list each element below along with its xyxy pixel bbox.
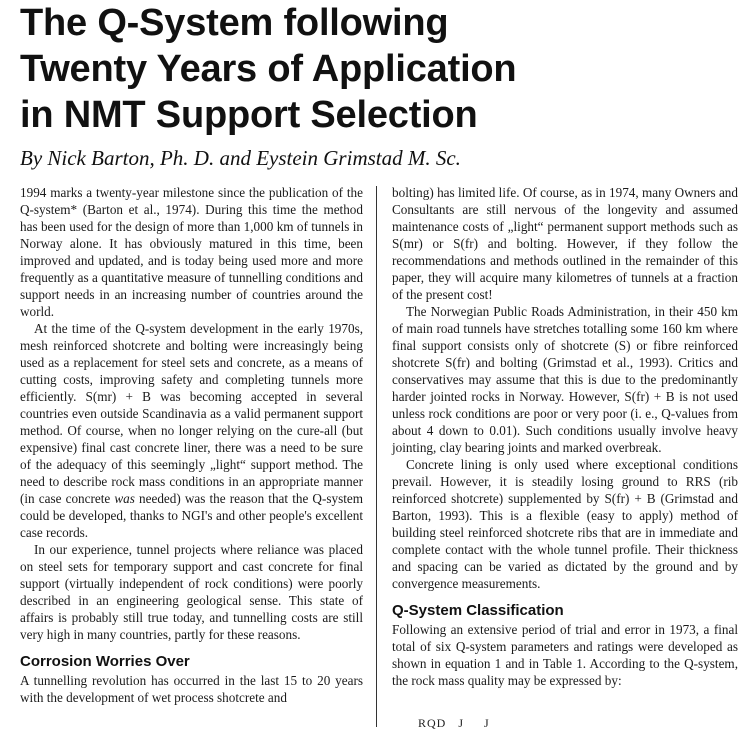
section-heading-classification: Q-System Classification	[392, 602, 564, 619]
left-paragraph-2-end: needed) was the reason that the Q-system could be developed, thanks to NGI's and other people's excellent case records.	[20, 491, 363, 540]
article-title	[20, 0, 740, 138]
column-divider	[376, 186, 377, 727]
right-paragraph-1: bolting) has limited life. Of course, as in 1974, many Owners and Consultants are still nervous of the longevity and assumed maintenance costs of „light“ permanent support methods such as S(mr) or S(fr) and bolting. However, if they follow the recommendations and methods outlined in the remainder of this paper, they will acquire many kilometres of tunnels at a fraction of the present cost!	[392, 185, 738, 302]
left-paragraph-3: In our experience, tunnel projects where reliance was placed on steel sets for temporary support and cast concrete for final support (virtually independent of rock conditions) were poorly described in an engineering geological sense. This state of affairs is probably still true today, and tunnelling costs are still very high in many countries, partly for these reasons.	[20, 542, 363, 642]
right-paragraph-2: The Norwegian Public Roads Administration, in their 450 km of main road tunnels have stretches totalling some 160 km where final support consists only of shotcrete (S) or fibre reinforced shotcrete S(fr) and bolting (Grimstad et al., 1993). Critics and conservatives may assume that this is due to the predominantly harder jointed rocks in Norway. However, S(fr) + B is not used unless rock conditions are poor or very poor (i. e., Q-values from about 4 down to 0.01). Such conditions usually involve heavy jointing, clay bearing joints and marked overbreak.	[392, 304, 738, 455]
title-line-1: The Q-System following	[20, 2, 449, 44]
left-column	[20, 184, 363, 706]
author-byline: By Nick Barton, Ph. D. and Eystein Grimstad M. Sc.	[20, 146, 461, 170]
equation-fragment: RQD J J	[418, 716, 490, 730]
title-line-3: in NMT Support Selection	[20, 94, 478, 136]
right-paragraph-3: Concrete lining is only used where exceptional conditions prevail. However, it is steadily losing ground to RRS (rib reinforced shotcrete) supplemented by S(fr) + B (Grimstad and Barton, 1993). This is a flexible (easy to apply) method of building steel reinforced shotcrete ribs that are in immediate and complete contact with the whole tunnel profile. Their thickness and spacing can be varied as dictated by the ground and by convergence measurements.	[392, 457, 738, 591]
right-paragraph-4: Following an extensive period of trial and error in 1973, a final total of six Q-system parameters and ratings were developed as shown in equation 1 and in Table 1. According to the Q-system, the rock mass quality may be expressed by:	[392, 622, 738, 688]
left-paragraph-4: A tunnelling revolution has occurred in the last 15 to 20 years with the development of wet process shotcrete and	[20, 673, 363, 705]
title-line-2: Twenty Years of Application	[20, 48, 517, 90]
left-paragraph-2	[20, 320, 363, 541]
left-paragraph-2-start: At the time of the Q-system development in the early 1970s, mesh reinforced shotcrete and bolting were increasingly being used as a replacement for steel sets and concrete, as a means of cutting costs, improving safety and completing tunnels more efficiently. S(mr) + B was becoming accepted in several countries even outside Scandinavia as a valid permanent support method. Of course, when no longer relying on the cure-all (but expensive) final cast concrete liner, there was a need to be sure of the adequacy of this seemingly „light“ support method. The need to describe rock mass conditions in an appropriate manner (in case concrete	[20, 321, 363, 506]
left-paragraph-1: 1994 marks a twenty-year milestone since the publication of the Q-system* (Barton et al., 1974). During this time the method has been used for the design of more than 1,000 km of tunnels in Norway alone. It has obviously matured in this time, been improved and updated, and is today being used more and more frequently as a quantitative measure of tunnelling conditions and support needs in an increasing number of countries around the world.	[20, 185, 363, 319]
section-heading-corrosion: Corrosion Worries Over	[20, 653, 190, 670]
left-paragraph-2-emphasis: was	[114, 491, 135, 506]
right-column	[392, 184, 738, 689]
